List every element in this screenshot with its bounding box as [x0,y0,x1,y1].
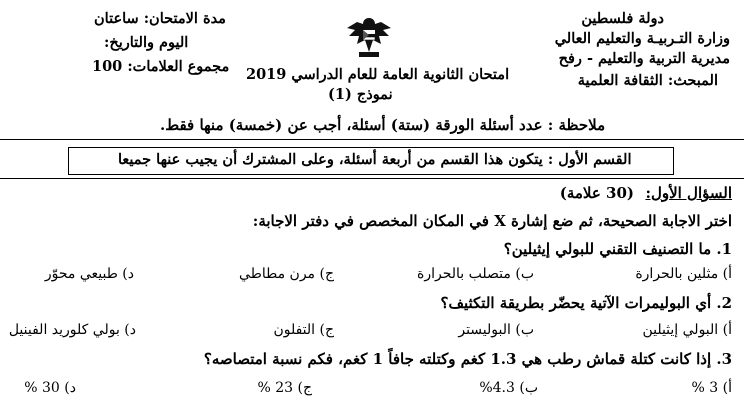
item2-option-b: ب) البوليستر [458,322,534,338]
header-state: دولة فلسطين [581,10,664,27]
question1-marks: (30 علامة) [559,184,634,202]
question-item-1: 1. ما التصنيف التقني للبولي إيثيلين؟ [503,240,732,258]
exam-date: اليوم والتاريخ: [104,34,189,51]
item2-option-d: د) بولي كلوريد الفينيل [8,322,136,338]
question-item-3: 3. إذا كانت كتلة قماش رطب هي 1.3 كغم وكتلته جافاً 1 كغم، فكم نسبة امتصاصه؟ [203,350,732,368]
header-ministry: وزارة التـربيـة والتعليم العالي [554,30,730,47]
palestinian-emblem-icon [343,12,395,60]
item3-option-b: ب) 4.3% [479,380,538,396]
exam-duration: مدة الامتحان: ساعتان [94,10,226,27]
header-directorate: مديرية التربية والتعليم - رفح [558,50,730,67]
item1-option-b: ب) متصلب بالحرارة [417,266,534,282]
item3-option-c: ج) 23 % [257,380,312,396]
exam-title: امتحان الثانوية العامة للعام الدراسي 2019 [246,66,510,83]
exam-total-marks: مجموع العلامات: 100 [92,58,230,75]
item1-option-a: أ) مثلين بالحرارة [635,266,732,282]
item2-option-a: أ) البولي إيثيلين [642,322,732,338]
header-subject: المبحث: الثقافة العلمية [577,72,718,89]
item1-option-c: ج) مرن مطاطي [239,266,334,282]
question1-title: السؤال الأول: [645,184,732,202]
exam-note: ملاحظة : عدد أسئلة الورقة (ستة) أسئلة، أجب عن (خمسة) منها فقط. [160,116,606,134]
divider-section [0,178,744,179]
item3-option-a: أ) 3 % [691,380,732,396]
section-box-text: القسم الأول : يتكون هذا القسم من أربعة أسئلة، وعلى المشترك أن يجيب عنها جميعا [118,151,632,168]
question1-instruction: اختر الاجابة الصحيحة، ثم ضع إشارة X في المكان المخصص في دفتر الاجابة: [252,212,732,230]
divider-top [0,139,744,140]
exam-model: نموذج (1) [328,86,393,103]
item3-option-d: د) 30 % [24,380,76,396]
item2-option-c: ج) التفلون [273,322,334,338]
question-item-2: 2. أي البوليمرات الآتية يحضّر بطريقة التكثيف؟ [440,294,732,312]
item1-option-d: د) طبيعي محوّر [44,266,134,282]
